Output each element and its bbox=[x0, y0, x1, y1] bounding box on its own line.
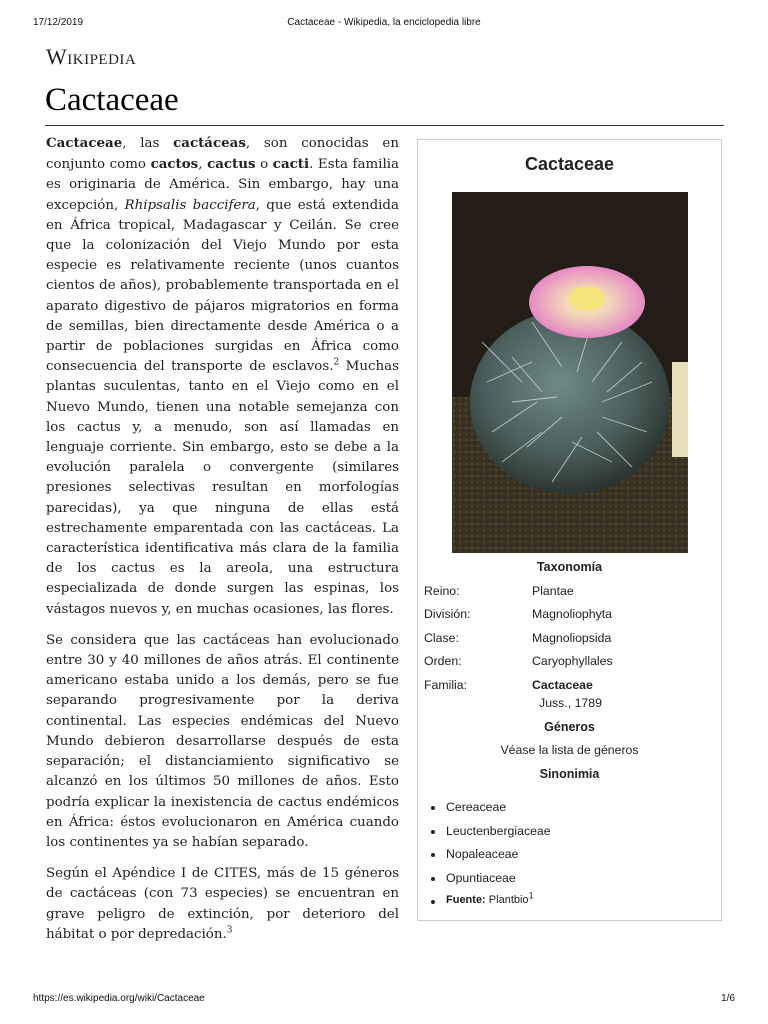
genera-list-link[interactable]: Véase la lista de géneros bbox=[500, 743, 639, 757]
bold-term-cacti: cacti bbox=[272, 156, 310, 173]
taxo-row-division bbox=[424, 607, 715, 625]
species-name[interactable]: Rhipsalis baccifera bbox=[124, 197, 256, 213]
bold-term-cactus: cactus bbox=[207, 156, 256, 173]
print-page-title: Cactaceae - Wikipedia, la enciclopedia libre bbox=[287, 17, 481, 28]
taxo-key: Orden: bbox=[424, 654, 462, 668]
taxonomy-header: Taxonomía bbox=[536, 560, 603, 574]
taxo-key: Clase: bbox=[424, 631, 459, 645]
text-run: , son conocidas en conjunto como bbox=[46, 136, 399, 173]
print-date: 17/12/2019 bbox=[33, 17, 84, 28]
taxobox bbox=[417, 139, 722, 921]
bold-term-cactos: cactos bbox=[150, 156, 199, 173]
list-item: Nopaleaceae bbox=[430, 847, 551, 871]
title-divider bbox=[45, 125, 724, 126]
synonym-list bbox=[430, 800, 551, 918]
article-content bbox=[46, 133, 399, 956]
list-item: Opuntiaceae bbox=[430, 871, 551, 895]
bold-term-cactaceas: cactáceas bbox=[173, 135, 246, 151]
text-run: Según el Apéndice I de CITES, más de 15 géneros de cactáceas (con 73 especies) se encuentran en grave peligro de extinción, por deterioro del hábitat o por depredación. bbox=[46, 866, 399, 942]
synonym-source bbox=[430, 890, 551, 918]
wikipedia-wordmark[interactable]: Wikipedia bbox=[46, 44, 137, 69]
text-run: . Esta familia es originaria de América. Sin embargo, hay una excepción, bbox=[46, 157, 400, 213]
taxo-authority[interactable]: Juss., 1789 bbox=[539, 696, 602, 710]
paragraph-intro bbox=[46, 133, 399, 620]
text-run: o bbox=[255, 157, 273, 173]
cactus-photo-illustration bbox=[452, 192, 688, 553]
text-run: , las bbox=[122, 136, 174, 151]
taxo-key: Familia: bbox=[424, 678, 468, 692]
cactus-photo[interactable] bbox=[452, 192, 688, 553]
text-run: , bbox=[198, 157, 208, 173]
paragraph-evolution: Se considera que las cactáceas han evolucionado entre 30 y 40 millones de años atrás. El continente americano estaba unido a los demás, pero se fue separando progresivamente por la deriva continental. Las especies endémicas del Nuevo Mundo debieron desarrollarse después de esta separación; el distanciamiento significativo se alcanzó en los últimos 50 millones de años. Esto podría explicar la inexistencia de cactus endémicos en África: éstos evolucionaron en América cuando los continentes ya se habían separado. bbox=[46, 632, 399, 850]
source-value[interactable]: Plantbio bbox=[488, 894, 529, 906]
taxo-value[interactable]: Magnoliophyta bbox=[532, 607, 612, 621]
print-url: https://es.wikipedia.org/wiki/Cactaceae bbox=[33, 993, 205, 1004]
page-title: Cactaceae bbox=[45, 82, 179, 118]
reference-link-3[interactable]: 3 bbox=[226, 925, 233, 936]
synonymy-header: Sinonimia bbox=[539, 767, 600, 781]
source-label: Fuente: bbox=[446, 894, 486, 906]
taxobox-title: Cactaceae bbox=[524, 154, 615, 174]
taxo-value[interactable]: Magnoliopsida bbox=[532, 631, 612, 645]
genera-header: Géneros bbox=[544, 720, 595, 734]
taxo-key: Reino: bbox=[424, 584, 460, 598]
print-page-number: 1/6 bbox=[721, 993, 735, 1004]
taxo-key: División: bbox=[424, 607, 471, 621]
taxo-value: Cactaceae bbox=[532, 678, 593, 692]
taxo-row-reino bbox=[424, 584, 715, 602]
taxo-row-familia bbox=[424, 678, 715, 696]
list-item: Cereaceae bbox=[430, 800, 551, 824]
taxo-row-clase bbox=[424, 631, 715, 649]
taxo-value[interactable]: Plantae bbox=[532, 584, 574, 598]
taxo-row-orden bbox=[424, 654, 715, 672]
reference-link-1[interactable]: 1 bbox=[528, 890, 534, 901]
text-run: Muchas plantas suculentas, tanto en el Viejo como en el Nuevo Mundo, tienen una notable semejanza con los cactus y, a menudo, son así llamadas en lenguaje corriente. Sin embargo, esto se debe a la evolución paralela o convergente (similares presiones selectivas resultan en morfologías parecidas), ya que ninguna de ellas está estrechamente emparentada con las cactáceas. La característica identificativa más clara de la familia de los cactus es la areola, una estructura especializada de donde surgen las espinas, los vástagos nuevos y, en muchas ocasiones, las flores. bbox=[46, 359, 399, 617]
list-item: Leuctenbergiaceae bbox=[430, 824, 551, 848]
taxo-value[interactable]: Caryophyllales bbox=[532, 654, 613, 668]
paragraph-cites bbox=[46, 864, 399, 945]
reference-link-2[interactable]: 2 bbox=[333, 357, 340, 368]
bold-term-cactaceae: Cactaceae bbox=[46, 135, 123, 151]
print-header bbox=[33, 17, 735, 31]
text-run: , que está extendida en África tropical, Madagascar y Ceilán. Se cree que la colonización del Viejo Mundo por esta especie es relativamente reciente (unos cuantos cientos de años), probablemente transportada en el aparato digestivo de pájaros migratorios en forma de semillas, bien directamente desde América o a partir de poblaciones surgidas en África como consecuencia del transporte de esclavos. bbox=[46, 197, 399, 375]
print-footer bbox=[33, 993, 735, 1007]
